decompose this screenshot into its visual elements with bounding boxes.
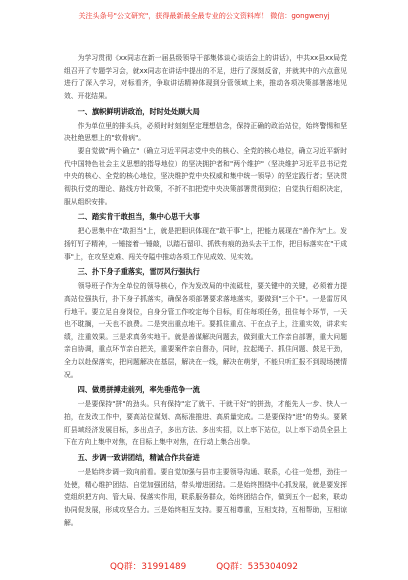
section-3 xyxy=(64,264,347,381)
section-4 xyxy=(64,382,347,449)
page-footer xyxy=(0,550,408,580)
document-body xyxy=(64,52,347,529)
section-heading: 三、扑下身子重落实，雷厉风行强执行 xyxy=(77,267,200,277)
section-2 xyxy=(64,209,347,263)
section-paragraph: 作为单位里的排头兵，必须时时刻刻坚定理想信念，保持正确的政治站位，始终警惕和坚决杜绝思想上的"软骨病"。 xyxy=(64,121,347,143)
section-paragraph: 把心思集中在"敢担当"上，就是把胆识体现在"敢干事"上，把能力展现在"善作为"上。发扬钉钉子精神，一锤接着一锤敲，以踏石留印、抓铁有痕的劲头去干工作，把目标落实在"干成事"上，在攻坚克难、闯关夺隘中推动各项工作见成效、见实效。 xyxy=(64,227,347,261)
section-heading: 二、踏实肯干敢担当，集中心思干大事 xyxy=(77,212,200,222)
page-header xyxy=(0,0,408,30)
section-heading: 五、步调一致讲团结，精诚合作共奋进 xyxy=(77,453,200,463)
section-paragraph: 一是要保持"拼"的劲头。只有保持"定了就干、干就干好"的拼劲，才能先人一步、快人一拍，在发改工作中，要高站位谋划、高标准推进、高质量完成。二是要保持"进"的势头。要紧盯县域经济发展目标，多出点子，多出方法、多出实招，以上率下站位，以上率下动员全县上下在方向上集中对焦，在目标上集中对焦，在行动上集合出拳。 xyxy=(64,400,347,447)
footer-qq-group-1: QQ群：31991489 xyxy=(109,561,187,572)
footer-qq-group-2: QQ群：535304092 xyxy=(216,561,299,572)
section-paragraph: 领导班子作为全单位的领导核心，作为发改局的中流砥柱，要关键中的关键，必须着力提高站位强执行，扑下身子抓落实，确保各项部署要求落地落实，要做到"三个干"。一是雷厉风行地干。要立足自身岗位，自身分管工作咬定每个目标，盯住每项任务，扭住每个环节，一天也不耽搁，一天也不浪费。二是突出重点地干。要抓住重点、干在点子上，注重实效，讲求实绩，注重效果。三是求真务实地干。就是善谋解决问题去，做到重大工作亲自部署，重大问题亲自协调，重点环节亲自把关，重要案件亲自督办，同时，拉起绳子、抓住问题、鼓足干劲，全力以赴保落实，把问题解决在基层，解决在一线，解决在萌芽，不能只听汇报不到现场摸情况。 xyxy=(64,282,347,379)
header-notice: 关注头条号"公文研究"，获得最新最全最专业的公文资料库！ 微信：gongwenyj xyxy=(78,10,330,20)
section-heading: 四、做勇拼搏走前列，率先垂范争一流 xyxy=(77,385,200,395)
section-heading: 一、旗帜鲜明讲政治，时时处处顾大局 xyxy=(77,106,200,116)
section-1 xyxy=(64,104,347,209)
intro-paragraph: 为学习贯彻《xx同志在新一届县级领导干部集体谈心谈话会上的讲话》，中共xx县xx局党组召开了专题学习会，就xx同志在讲话中提出的不足，进行了深刻反省，并就其中的六点意见进行了深入学习，对标看齐，争取讲话精神体现到分管领域上来，推动各项决策部署落地见效、开花结果。 xyxy=(64,54,347,100)
section-paragraph: 要自觉做"两个确立"（确立习近平同志党中央的核心、全党的核心地位，确立习近平新时代中国特色社会主义思想的指导地位）的坚决拥护者和"两个维护"（坚决维护习近平总书记党中央的核心、全党的核心地位，坚决维护党中央权威和集中统一领导）的坚定践行者；坚决贯彻执行党的理论、路线方针政策，不折不扣把党中央决策部署贯彻到位；自觉执行组织决定，服从组织安排。 xyxy=(64,146,347,206)
section-5 xyxy=(64,450,347,529)
section-paragraph: 一是始终步调一致向前看。要自觉加强与县市主要领导沟通、联系，心往一处想，劲往一处使，精心维护团结、自觉加强团结，带头增进团结。二是始终围绕中心抓发展，就是要发挥党组织把方向、管大局、保落实作用，联系服务群众，始终团结合作，做到五个一起来，联动协同促发展，形成攻坚合力。三是始终相互支持。要互相尊重，互相支持，互相帮助，互相谅解。 xyxy=(64,468,347,527)
